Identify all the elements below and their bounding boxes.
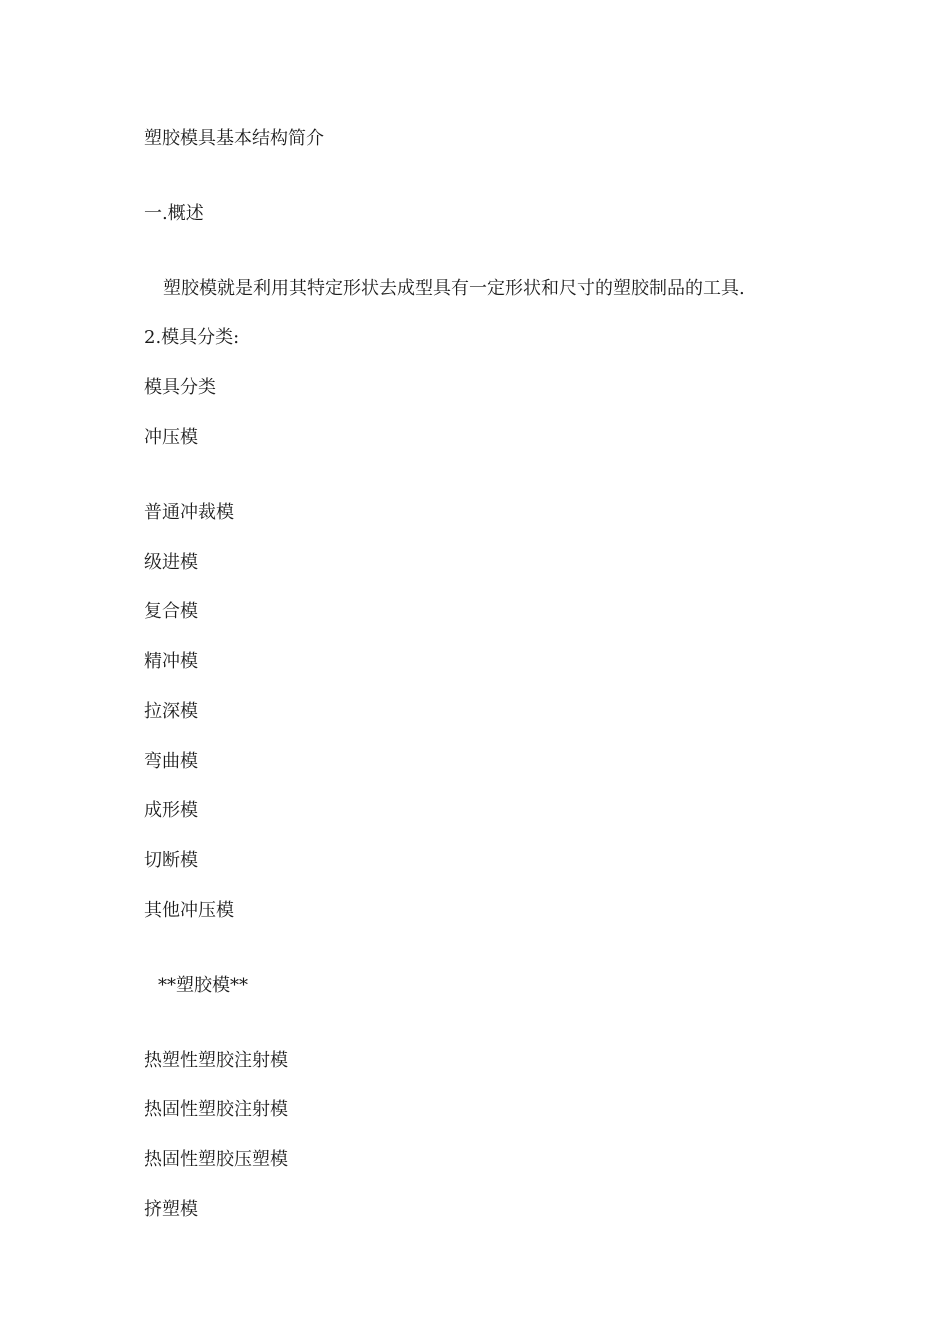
list-item: 弯曲模 (144, 751, 198, 772)
list-item: 热固性塑胶压塑模 (144, 1149, 288, 1170)
list-item: 切断模 (144, 850, 198, 871)
intro-paragraph: 塑胶模就是利用其特定形状去成型具有一定形状和尺寸的塑胶制品的工具. (163, 278, 745, 299)
list-item: 拉深模 (144, 701, 198, 722)
document-title: 塑胶模具基本结构简介 (144, 128, 324, 149)
plastic-heading: **塑胶模** (158, 975, 248, 996)
list-item: 精冲模 (144, 651, 198, 672)
list-item: 成形模 (144, 800, 198, 821)
stamping-heading: 冲压模 (144, 427, 198, 448)
classification-label: 模具分类 (144, 377, 216, 398)
section-heading-overview: 一.概述 (144, 203, 204, 224)
list-item: 热塑性塑胶注射模 (144, 1050, 288, 1071)
classification-heading: 2.模具分类: (144, 327, 240, 348)
list-item: 级进模 (144, 552, 198, 573)
list-item: 普通冲裁模 (144, 502, 234, 523)
list-item: 其他冲压模 (144, 900, 234, 921)
list-item: 挤塑模 (144, 1199, 198, 1220)
list-item: 复合模 (144, 601, 198, 622)
list-item: 热固性塑胶注射模 (144, 1099, 288, 1120)
